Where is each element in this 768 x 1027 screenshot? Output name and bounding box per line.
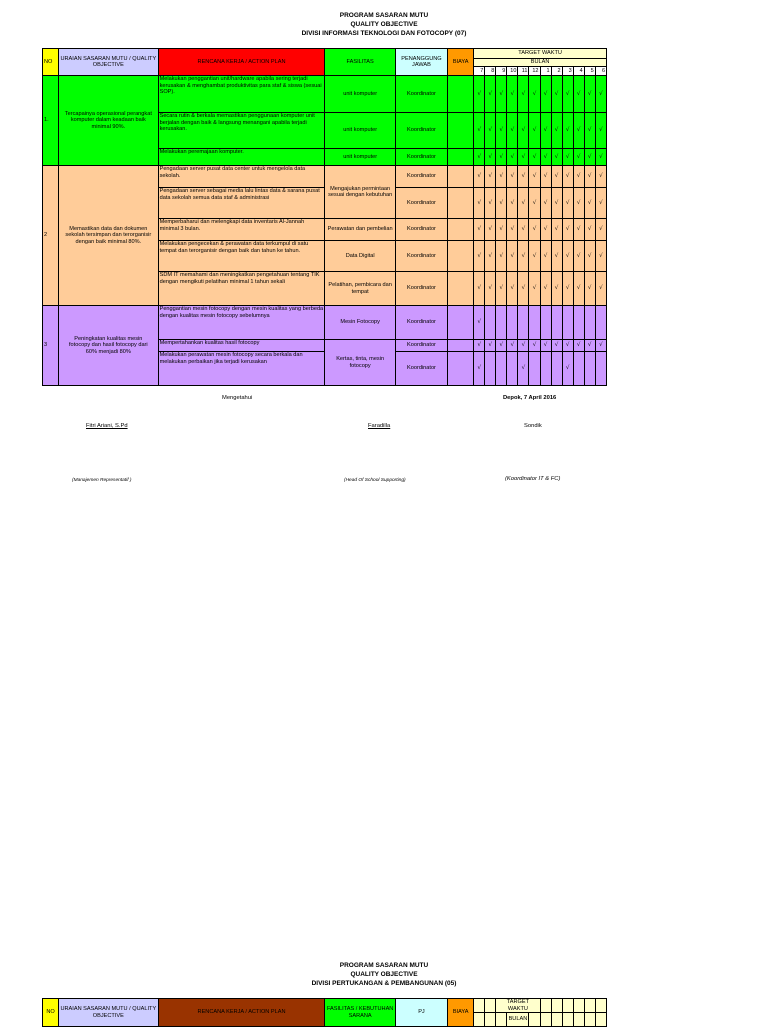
month-check-10: √ — [507, 188, 518, 219]
month-check-8: √ — [485, 149, 496, 166]
month-check-4: √ — [573, 166, 584, 188]
month-check-6: √ — [595, 76, 606, 113]
month-check-2 — [551, 352, 562, 386]
responsible-person: Koordinator — [395, 352, 447, 386]
responsible-person: Koordinator — [395, 272, 447, 306]
month-check-1 — [540, 306, 551, 340]
month-check-1: √ — [540, 76, 551, 113]
month-check-10 — [507, 352, 518, 386]
month-check-9: √ — [496, 340, 507, 352]
doc2-header-rencana: RENCANA KERJA / ACTION PLAN — [158, 999, 325, 1027]
cost — [448, 166, 474, 188]
month-check-7: √ — [474, 306, 485, 340]
table-row — [43, 76, 607, 113]
month-check-4 — [573, 352, 584, 386]
month-check-5: √ — [584, 241, 595, 272]
month-check-2: √ — [551, 241, 562, 272]
month-11: 11 — [518, 67, 529, 76]
responsible-person: Koordinator — [395, 166, 447, 188]
cost — [448, 352, 474, 386]
month-check-5: √ — [584, 113, 595, 149]
header-no: NO — [43, 49, 59, 76]
month-check-1: √ — [540, 166, 551, 188]
action-plan: Penggantian mesin fotocopy dengan mesin kualitas yang berbeda dengan kualitas mesin fotocopy sebelumnya — [158, 306, 325, 340]
cost — [448, 149, 474, 166]
month-4: 4 — [573, 67, 584, 76]
month-check-6: √ — [595, 340, 606, 352]
signer-name-2: Faradilla — [368, 423, 391, 429]
doc2-table — [42, 998, 607, 1027]
month-check-3: √ — [562, 340, 573, 352]
month-check-5 — [584, 352, 595, 386]
month-check-10: √ — [507, 219, 518, 241]
signer-role-2: (Head Of School Supporting) — [344, 478, 406, 483]
month-check-4: √ — [573, 188, 584, 219]
month-check-3: √ — [562, 113, 573, 149]
month-check-9 — [496, 306, 507, 340]
month-check-2 — [551, 306, 562, 340]
month-9: 9 — [496, 67, 507, 76]
month-check-1: √ — [540, 241, 551, 272]
month-check-3: √ — [562, 241, 573, 272]
table-row — [43, 306, 607, 340]
facility: unit komputer — [325, 149, 395, 166]
month-check-7: √ — [474, 272, 485, 306]
action-plan: Mempertahankan kualitas hasil fotocopy — [158, 340, 325, 352]
month-check-11: √ — [518, 352, 529, 386]
month-check-4: √ — [573, 76, 584, 113]
month-check-1: √ — [540, 149, 551, 166]
doc1-title-line-1: PROGRAM SASARAN MUTU — [339, 12, 429, 19]
month-check-6: √ — [595, 188, 606, 219]
month-check-7: √ — [474, 352, 485, 386]
cost — [448, 340, 474, 352]
doc1-title-line-2: QUALITY OBJECTIVE — [350, 21, 418, 28]
month-check-9: √ — [496, 76, 507, 113]
month-check-6 — [595, 352, 606, 386]
doc2-header-target-waktu: TARGET WAKTU — [496, 999, 540, 1013]
month-check-11: √ — [518, 219, 529, 241]
doc2-header-fasilitas: FASILITAS / KEBUTUHAN SARANA — [325, 999, 395, 1027]
month-check-2: √ — [551, 113, 562, 149]
month-check-9 — [496, 352, 507, 386]
month-check-4: √ — [573, 272, 584, 306]
month-check-2: √ — [551, 188, 562, 219]
month-check-8: √ — [485, 188, 496, 219]
responsible-person: Koordinator — [395, 340, 447, 352]
quality-objective: Tercapainya operasional perangkat komputer dalam keadaan baik minimal 90%. — [59, 76, 159, 166]
month-check-9: √ — [496, 166, 507, 188]
month-check-6: √ — [595, 241, 606, 272]
month-check-1: √ — [540, 219, 551, 241]
month-check-8: √ — [485, 272, 496, 306]
month-check-3: √ — [562, 219, 573, 241]
responsible-person: Koordinator — [395, 241, 447, 272]
month-check-8: √ — [485, 166, 496, 188]
month-check-11: √ — [518, 149, 529, 166]
quality-objective: Peningkatan kualitas mesin fotocopy dan hasil fotocopy dari 60% menjadi 80% — [59, 306, 159, 386]
month-check-1: √ — [540, 272, 551, 306]
month-check-9: √ — [496, 219, 507, 241]
doc2-title-line-1: PROGRAM SASARAN MUTU — [339, 962, 429, 969]
month-check-11: √ — [518, 241, 529, 272]
month-check-10: √ — [507, 113, 518, 149]
facility: Kertas, tinta, mesin fotocopy — [325, 340, 395, 386]
month-check-8: √ — [485, 340, 496, 352]
mengetahui-label: Mengetahui — [222, 395, 253, 401]
header-fasilitas: FASILITAS — [325, 49, 395, 76]
doc1-title — [0, 11, 768, 38]
cost — [448, 306, 474, 340]
action-plan: SDM IT memahami dan meningkatkan pengetahuan tentang TIK dengan mengikuti pelatihan minimal 1 tahun sekali — [158, 272, 325, 306]
month-check-9: √ — [496, 149, 507, 166]
cost — [448, 241, 474, 272]
cost — [448, 113, 474, 149]
header-target-waktu: TARGET WAKTU — [474, 49, 607, 59]
month-check-11: √ — [518, 113, 529, 149]
month-check-5: √ — [584, 219, 595, 241]
action-plan: Melakukan penggantian unit/hardware apabila sering terjadi kerusakan & menghambat produktivitas para staf & siswa (sesuai SOP). — [158, 76, 325, 113]
month-3: 3 — [562, 67, 573, 76]
doc2-header-uraian: URAIAN SASARAN MUTU / QUALITY OBJECTIVE — [59, 999, 159, 1027]
doc2-header-biaya: BIAYA — [448, 999, 474, 1027]
month-check-5: √ — [584, 188, 595, 219]
doc2-title — [0, 961, 768, 988]
month-check-12: √ — [529, 272, 540, 306]
month-check-9: √ — [496, 113, 507, 149]
cost — [448, 219, 474, 241]
month-check-8 — [485, 352, 496, 386]
month-check-6: √ — [595, 272, 606, 306]
month-1: 1 — [540, 67, 551, 76]
month-check-3: √ — [562, 272, 573, 306]
month-check-12: √ — [529, 188, 540, 219]
month-check-7: √ — [474, 219, 485, 241]
month-check-5: √ — [584, 166, 595, 188]
month-check-4: √ — [573, 241, 584, 272]
action-plan: Melakukan pengecekan & perawatan data terkumpul di satu tempat dan terorganisir dengan baik dan tahun ke tahun. — [158, 241, 325, 272]
action-plan: Secara rutin & berkala memastikan penggunaan komputer unit berjalan dengan baik & langsung menangani apabila terjadi kerusakan. — [158, 113, 325, 149]
month-5: 5 — [584, 67, 595, 76]
month-check-7: √ — [474, 166, 485, 188]
month-check-1: √ — [540, 188, 551, 219]
quality-objective-table — [42, 48, 607, 386]
month-8: 8 — [485, 67, 496, 76]
month-check-3: √ — [562, 76, 573, 113]
month-2: 2 — [551, 67, 562, 76]
month-check-9: √ — [496, 188, 507, 219]
month-check-5 — [584, 306, 595, 340]
month-check-8 — [485, 306, 496, 340]
month-check-12: √ — [529, 340, 540, 352]
doc2-title-line-2: QUALITY OBJECTIVE — [350, 971, 418, 978]
month-check-7: √ — [474, 340, 485, 352]
month-check-2: √ — [551, 149, 562, 166]
month-check-10 — [507, 306, 518, 340]
month-check-11: √ — [518, 76, 529, 113]
month-check-3: √ — [562, 188, 573, 219]
facility: unit komputer — [325, 76, 395, 113]
header-uraian: URAIAN SASARAN MUTU / QUALITY OBJECTIVE — [59, 49, 159, 76]
month-12: 12 — [529, 67, 540, 76]
month-check-10: √ — [507, 149, 518, 166]
month-check-9: √ — [496, 272, 507, 306]
month-check-7: √ — [474, 76, 485, 113]
month-check-10: √ — [507, 340, 518, 352]
group-no: 2 — [43, 166, 59, 306]
cost — [448, 272, 474, 306]
month-check-6: √ — [595, 219, 606, 241]
month-check-4: √ — [573, 113, 584, 149]
month-check-11: √ — [518, 272, 529, 306]
month-check-12: √ — [529, 241, 540, 272]
month-check-12: √ — [529, 166, 540, 188]
month-check-3: √ — [562, 149, 573, 166]
responsible-person: Koordinator — [395, 188, 447, 219]
cost — [448, 76, 474, 113]
month-check-6 — [595, 306, 606, 340]
month-check-1: √ — [540, 340, 551, 352]
signer-role-1: (Manajemen Representatif ) — [72, 478, 132, 483]
cost — [448, 188, 474, 219]
facility: Mengajukan permintaan sesuai dengan kebutuhan — [325, 166, 395, 219]
month-check-2: √ — [551, 340, 562, 352]
action-plan: Melakukan peremajaan komputer. — [158, 149, 325, 166]
group-no: 1. — [43, 76, 59, 166]
action-plan: Pengadaan server sebagai media lalu lintas data & sarana pusat data sekolah semua data staf & administrasi — [158, 188, 325, 219]
month-check-2: √ — [551, 166, 562, 188]
month-check-8: √ — [485, 241, 496, 272]
month-check-12: √ — [529, 76, 540, 113]
month-check-10: √ — [507, 166, 518, 188]
signer-name-3: Sondik — [524, 423, 542, 429]
responsible-person: Koordinator — [395, 113, 447, 149]
month-check-12: √ — [529, 219, 540, 241]
month-check-4 — [573, 306, 584, 340]
facility: Mesin Fotocopy — [325, 306, 395, 340]
month-check-3: √ — [562, 166, 573, 188]
month-check-10: √ — [507, 272, 518, 306]
month-check-11: √ — [518, 166, 529, 188]
responsible-person: Koordinator — [395, 149, 447, 166]
doc2-title-line-3: DIVISI PERTUKANGAN & PEMBANGUNAN (05) — [311, 980, 457, 987]
month-check-5: √ — [584, 272, 595, 306]
doc2-header-pj: PJ — [395, 999, 447, 1027]
month-check-3 — [562, 306, 573, 340]
responsible-person: Koordinator — [395, 76, 447, 113]
month-check-8: √ — [485, 113, 496, 149]
month-check-3: √ — [562, 352, 573, 386]
month-check-6: √ — [595, 113, 606, 149]
doc2-header-no: NO — [43, 999, 59, 1027]
facility: Perawatan dan pembelian — [325, 219, 395, 241]
doc2-header-bulan: BULAN — [507, 1013, 529, 1027]
header-biaya: BIAYA — [448, 49, 474, 76]
month-check-11: √ — [518, 340, 529, 352]
facility: Data Digital — [325, 241, 395, 272]
month-check-2: √ — [551, 219, 562, 241]
month-check-6: √ — [595, 166, 606, 188]
month-check-2: √ — [551, 272, 562, 306]
month-check-5: √ — [584, 340, 595, 352]
doc1-title-line-3: DIVISI INFORMASI TEKNOLOGI DAN FOTOCOPY (07) — [301, 30, 467, 37]
month-check-12 — [529, 352, 540, 386]
month-check-9: √ — [496, 241, 507, 272]
month-check-2: √ — [551, 76, 562, 113]
signer-name-1: Fitri Ariani, S.Pd — [86, 423, 128, 429]
month-check-8: √ — [485, 219, 496, 241]
month-check-4: √ — [573, 149, 584, 166]
month-check-5: √ — [584, 149, 595, 166]
quality-objective: Memastikan data dan dokumen sekolah tersimpan dan terorganisir dengan baik minimal 80%. — [59, 166, 159, 306]
table-row — [43, 166, 607, 188]
header-rencana: RENCANA KERJA / ACTION PLAN — [158, 49, 325, 76]
group-no: 3 — [43, 306, 59, 386]
action-plan: Melakukan perawatan mesin fotocopy secara berkala dan melakukan perbaikan jika terjadi kerusakan — [158, 352, 325, 386]
month-check-12 — [529, 306, 540, 340]
month-check-6: √ — [595, 149, 606, 166]
place-date: Depok, 7 April 2016 — [503, 395, 557, 401]
month-7: 7 — [474, 67, 485, 76]
responsible-person: Koordinator — [395, 219, 447, 241]
facility: Pelatihan, pembicara dan tempat — [325, 272, 395, 306]
month-check-12: √ — [529, 113, 540, 149]
month-check-10: √ — [507, 76, 518, 113]
month-check-1 — [540, 352, 551, 386]
header-bulan: BULAN — [474, 59, 607, 67]
month-6: 6 — [595, 67, 606, 76]
signer-role-3: (Koordinator IT & FC) — [505, 476, 561, 482]
facility: unit komputer — [325, 113, 395, 149]
action-plan: Pengadaan server pusat data center untuk mengelola data sekolah. — [158, 166, 325, 188]
month-check-11: √ — [518, 188, 529, 219]
month-check-1: √ — [540, 113, 551, 149]
month-check-7: √ — [474, 149, 485, 166]
month-10: 10 — [507, 67, 518, 76]
month-check-7: √ — [474, 241, 485, 272]
month-check-5: √ — [584, 76, 595, 113]
month-check-4: √ — [573, 219, 584, 241]
month-check-8: √ — [485, 76, 496, 113]
action-plan: Memperbaharui dan melengkapi data inventaris Al-Jannah minimal 3 bulan. — [158, 219, 325, 241]
header-pj: PENANGGUNG JAWAB — [395, 49, 447, 76]
month-check-4: √ — [573, 340, 584, 352]
month-check-7: √ — [474, 188, 485, 219]
month-check-10: √ — [507, 241, 518, 272]
month-check-12: √ — [529, 149, 540, 166]
month-check-7: √ — [474, 113, 485, 149]
month-check-11 — [518, 306, 529, 340]
responsible-person: Koordinator — [395, 306, 447, 340]
